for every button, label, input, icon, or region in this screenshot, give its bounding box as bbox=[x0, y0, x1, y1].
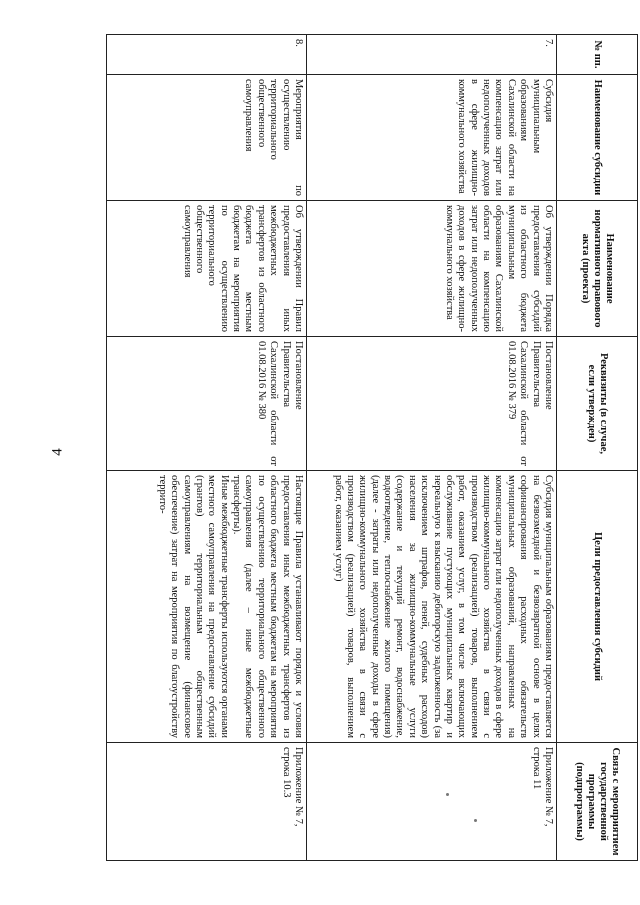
scan-speck bbox=[474, 819, 477, 822]
header-subsidy-name: Наименование субсидии bbox=[557, 75, 638, 201]
goals-paragraph: Настоящие Правила устанавливают порядок и условия предоставления иных межбюджетных трансфертов из областного бюджета местным бюджетам на мероприятия по осуществлению территориального общественного самоуправления (далее – иные межбюджетные трансферты). bbox=[231, 475, 304, 738]
rotated-table-container bbox=[102, 34, 638, 860]
subsidy-name: Субсидия муниципальным образованиям Сахалинской области на компенсацию затрат или недополученных доходов в сфере жилищно-коммунального хозяйства bbox=[307, 75, 557, 201]
header-program-link: Связь с мероприятием государственной программы (подпрограммы) bbox=[557, 743, 638, 861]
requisites: Постановление Правительства Сахалинской области от 01.08.2016 № 380 bbox=[107, 337, 307, 471]
subsidy-name: Мероприятия по осуществлению территориального общественного самоуправления bbox=[107, 75, 307, 201]
row-number: 7. bbox=[307, 35, 557, 75]
header-num: № пп. bbox=[557, 35, 638, 75]
requisites: Постановление Правительства Сахалинской области от 01.08.2016 № 379 bbox=[307, 337, 557, 471]
legal-act-name: Об утверждении Правил предоставления иных межбюджетных трансфертов из областного бюджета местным бюджетам на мероприятия по осуществлению территориального общественного самоуправления bbox=[107, 201, 307, 337]
table-header bbox=[557, 35, 638, 861]
header-goals: Цели предоставления субсидий bbox=[557, 471, 638, 743]
row-number: 8. bbox=[107, 35, 307, 75]
program-link: Приложение № 7, строка 11 bbox=[307, 743, 557, 861]
header-requisites: Реквизиты (в случае, если утвержден) bbox=[557, 337, 638, 471]
scan-speck bbox=[446, 793, 449, 796]
legal-act-name: Об утверждении Порядка предоставления субсидий из областного бюджета муниципальным образованиям Сахалинской области на компенсацию затрат или недополученных доходов в сфере жилищно-коммунального хозяйства bbox=[307, 201, 557, 337]
header-legal-act-name: Наименование нормативного правового акта (проекта) bbox=[557, 201, 638, 337]
page-number: 4 bbox=[49, 448, 66, 456]
program-link: Приложение № 7, строка 10.3 bbox=[107, 743, 307, 861]
table-row bbox=[307, 35, 557, 861]
subsidy-goals bbox=[107, 471, 307, 743]
subsidy-goals: Субсидия муниципальным образованиям предоставляется на безвозмездной и безвозвратной основе в целях софинансирования расходных обязательств муниципальных образований, направленных на компенсацию затрат или недополученных доходов в сфере жилищно-коммунального хозяйства в связи с производством (реализацией) товаров, выполнением работ, оказанием услуг, в том числе включающих обслуживание пустующих муниципальных квартир и нереальную к взысканию дебиторскую задолженность (за исключением штрафов, пеней, судебных расходов) населения за жилищно-коммунальные услуги (содержание и текущий ремонт, водоснабжение, водоотведение, теплоснабжение жилого помещения) (далее - затраты или недополученные доходы в сфере жилищно-коммунального хозяйства в связи с производством (реализацией) товаров, выполнением работ, оказанием услуг) bbox=[307, 471, 557, 743]
goals-paragraph: Иные межбюджетные трансферты используются органами местного самоуправления на предоставление субсидий (грантов) территориальным общественным самоуправлениям на возмещение (финансовое обеспечение) затрат на мероприятия по благоустройству террито- bbox=[156, 475, 230, 738]
subsidies-table bbox=[106, 34, 638, 861]
table-row bbox=[107, 35, 307, 861]
